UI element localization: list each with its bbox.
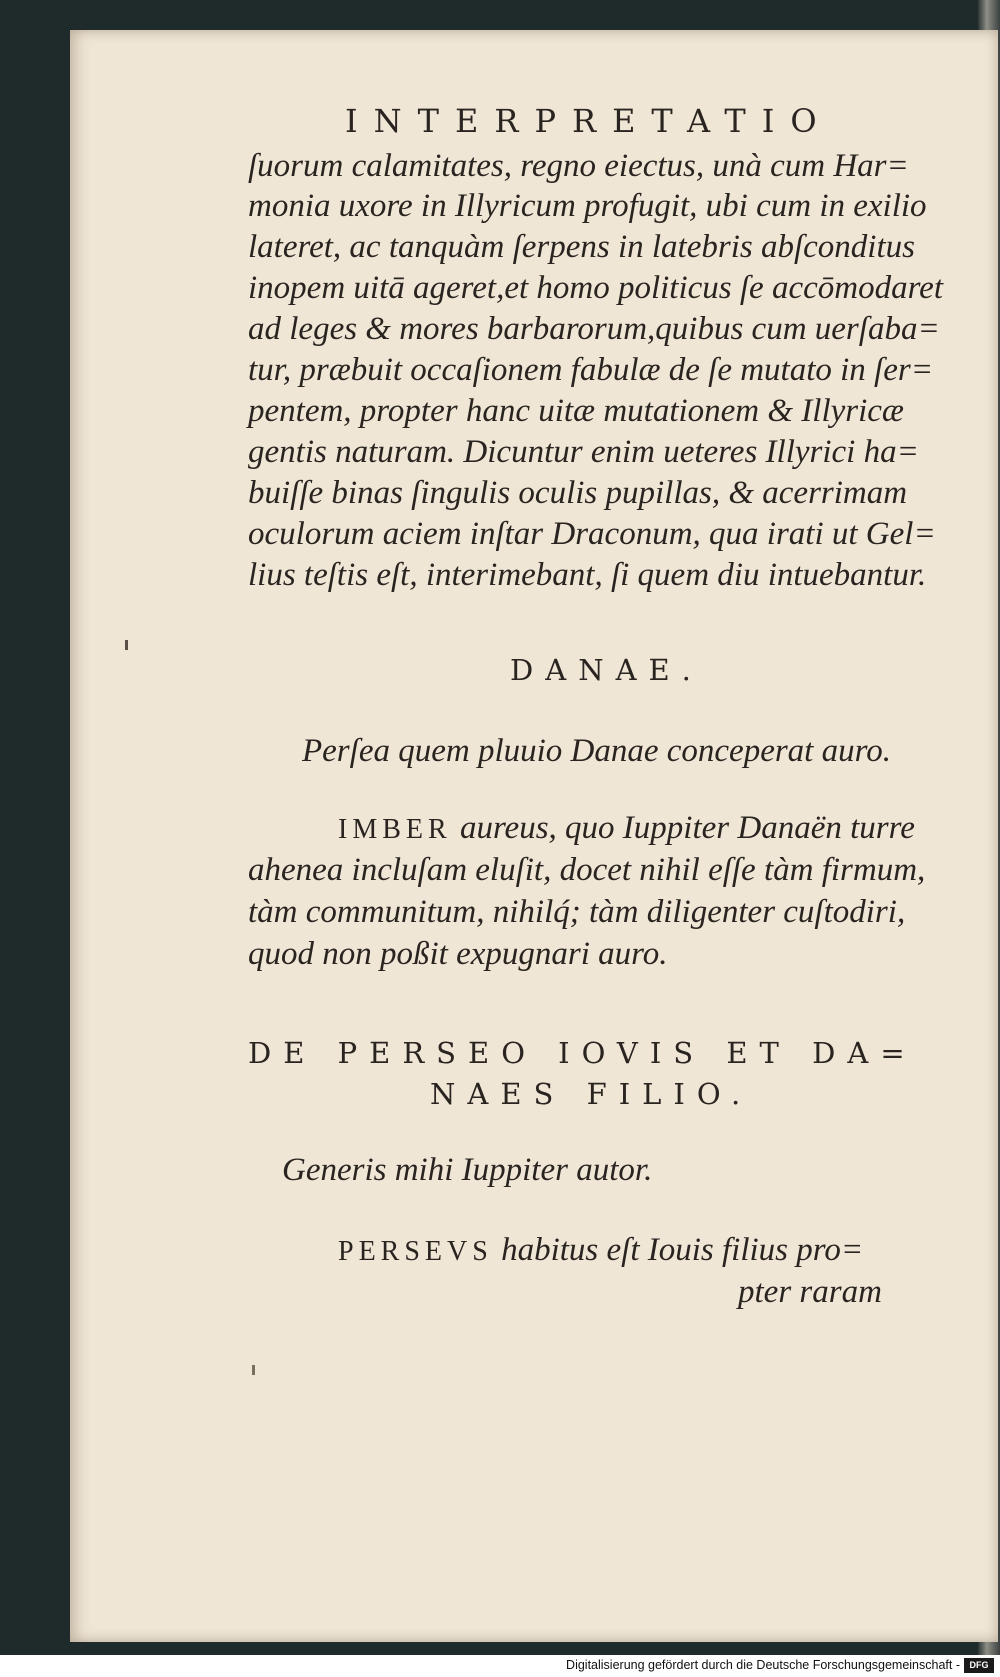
section-heading-danae: DANAE. <box>510 653 703 687</box>
paragraph-line: oculorum aciem inſtar Draconum, qua irati ut Gel= <box>248 516 936 552</box>
book-page <box>70 30 998 1642</box>
line-text: aureus, quo Iuppiter Danaën turre <box>451 810 915 846</box>
paragraph-line: lius teſtis eſt, interimebant, ſi quem diu intuebantur. <box>248 557 927 593</box>
ink-speck <box>252 1365 255 1375</box>
paragraph-line: tur, præbuit occaſionem fabulæ de ſe mutato in ſer= <box>248 352 933 388</box>
paragraph-line: buiſſe binas ſingulis oculis pupillas, & acerrimam <box>248 475 908 511</box>
section-heading-perseus: DE PERSEO IOVIS ET DA= <box>248 1036 917 1070</box>
paragraph-line: tàm communitum, nihilq́; tàm diligenter cuſtodiri, <box>248 894 906 930</box>
paragraph-line <box>338 810 1000 847</box>
paragraph-line: ad leges & mores barbarorum,quibus cum uerſaba= <box>248 311 940 347</box>
danae-motto: Perſea quem pluuio Danae conceperat auro. <box>302 733 891 769</box>
section-heading-perseus-cont: NAES FILIO. <box>430 1077 753 1111</box>
ink-speck <box>125 640 128 650</box>
line-text: habitus eſt Iouis filius pro= <box>492 1232 864 1268</box>
paragraph-line: ahenea incluſam eluſit, docet nihil eſſe tàm firmum, <box>248 852 926 888</box>
paragraph-line: quod non poßit expugnari auro. <box>248 936 668 972</box>
paragraph-line: ſuorum calamitates, regno eiectus, unà cum Har= <box>248 148 909 184</box>
footer-credit-text: Digitalisierung gefördert durch die Deutsche Forschungsgemeinschaft - <box>566 1658 960 1672</box>
paragraph-line <box>338 1232 1000 1269</box>
paragraph-line: gentis naturam. Dicuntur enim ueteres Illyrici ha= <box>248 434 919 470</box>
footer-credit-bar <box>0 1655 1000 1677</box>
paragraph-line: pter raram <box>738 1274 882 1310</box>
lead-word: PERSEVS <box>338 1236 493 1267</box>
paragraph-line: monia uxore in Illyricum profugit, ubi cum in exilio <box>248 188 927 224</box>
perseus-motto: Generis mihi Iuppiter autor. <box>282 1152 653 1188</box>
lead-word: IMBER <box>338 814 452 845</box>
paragraph-line: pentem, propter hanc uitæ mutationem & Illyricæ <box>248 393 904 429</box>
running-head: INTERPRETATIO <box>345 102 833 140</box>
paragraph-line: inopem uitā ageret,et homo politicus ſe accōmodaret <box>248 270 943 306</box>
paragraph-line: lateret, ac tanquàm ſerpens in latebris abſconditus <box>248 229 915 265</box>
dfg-logo: DFG <box>964 1658 994 1673</box>
